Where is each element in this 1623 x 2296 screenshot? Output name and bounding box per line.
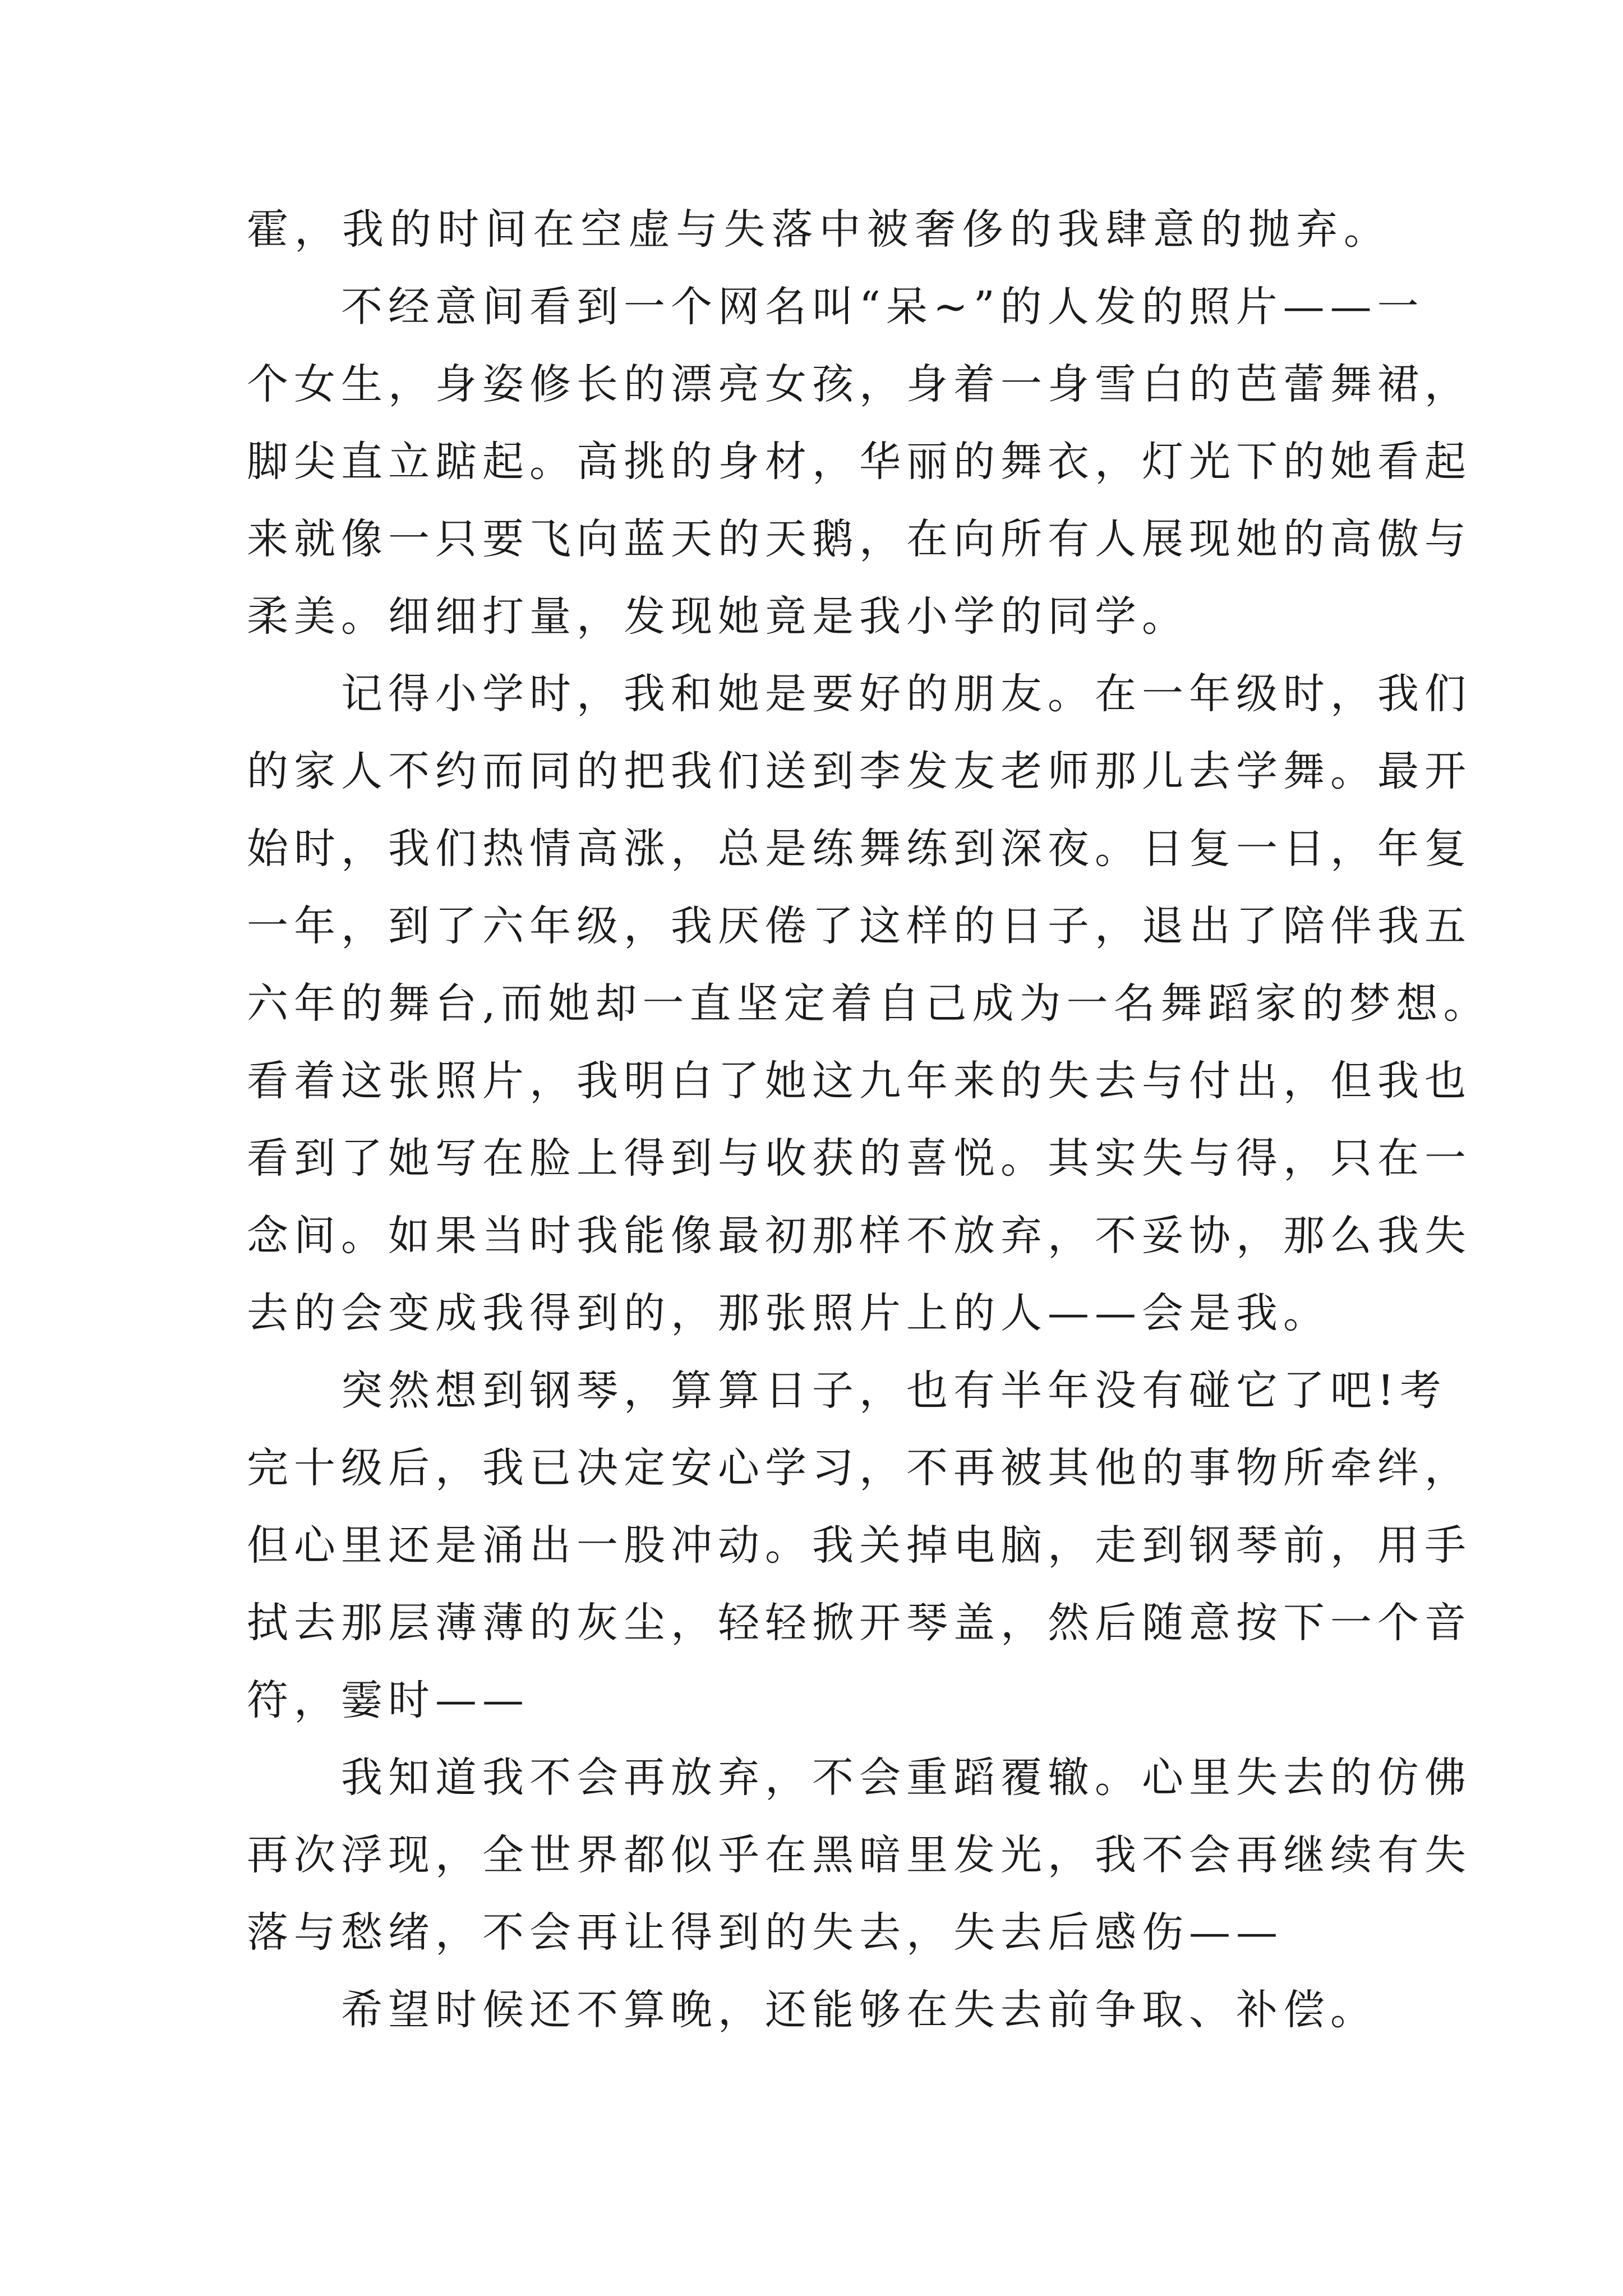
paragraph-end-line: 落与愁绪，不会再让得到的失去，失去后感伤—— (247, 1908, 1283, 1957)
text-line: 看着这张照片，我明白了她这九年来的失去与付出，但我也 (247, 1057, 1472, 1105)
text-line: 看到了她写在脸上得到与收获的喜悦。其实失与得，只在一 (247, 1134, 1472, 1182)
text-line: 始时，我们热情高涨，总是练舞练到深夜。日复一日，年复 (247, 825, 1472, 873)
text-line: 来就像一只要飞向蓝天的天鹅，在向所有人展现她的高傲与 (247, 515, 1472, 563)
text-line: 六年的舞台,而她却一直坚定着自己成为一名舞蹈家的梦想。 (247, 979, 1491, 1028)
text-line: 一年，到了六年级，我厌倦了这样的日子，退出了陪伴我五 (247, 902, 1472, 950)
text-line: 脚尖直立踮起。高挑的身材，华丽的舞衣，灯光下的她看起 (247, 438, 1472, 486)
text-line: 念间。如果当时我能像最初那样不放弃，不妥协，那么我失 (247, 1212, 1472, 1260)
text-line: 但心里还是涌出一股冲动。我关掉电脑，走到钢琴前，用手 (247, 1521, 1472, 1570)
text-line: 完十级后，我已决定安心学习，不再被其他的事物所牵绊， (247, 1444, 1472, 1492)
paragraph-end-line: 柔美。细细打量，发现她竟是我小学的同学。 (247, 592, 1189, 641)
paragraph-start-line: 突然想到钢琴，算算日子，也有半年没有碰它了吧!考 (341, 1366, 1447, 1415)
text-line: 霍，我的时间在空虚与失落中被奢侈的我肆意的抛弃。 (247, 205, 1391, 254)
paragraph-start-line: 不经意间看到一个网名叫“呆~”的人发的照片——一 (341, 283, 1424, 331)
text-line: 个女生，身姿修长的漂亮女孩，身着一身雪白的芭蕾舞裙， (247, 360, 1472, 408)
closing-line: 希望时候还不算晚，还能够在失去前争取、补偿。 (341, 1986, 1377, 2034)
paragraph-start-line: 记得小学时，我和她是要好的朋友。在一年级时，我们 (341, 670, 1472, 718)
essay-body (247, 191, 1491, 2049)
text-line: 再次浮现，全世界都似乎在黑暗里发光，我不会再继续有失 (247, 1831, 1472, 1879)
text-line: 的家人不约而同的把我们送到李发友老师那儿去学舞。最开 (247, 747, 1472, 795)
paragraph-end-line: 去的会变成我得到的，那张照片上的人——会是我。 (247, 1289, 1330, 1337)
paragraph-end-line: 符，霎时—— (247, 1676, 529, 1724)
paragraph-start-line: 我知道我不会再放弃，不会重蹈覆辙。心里失去的仿佛 (341, 1754, 1472, 1802)
text-line: 拭去那层薄薄的灰尘，轻轻掀开琴盖，然后随意按下一个音 (247, 1599, 1472, 1647)
